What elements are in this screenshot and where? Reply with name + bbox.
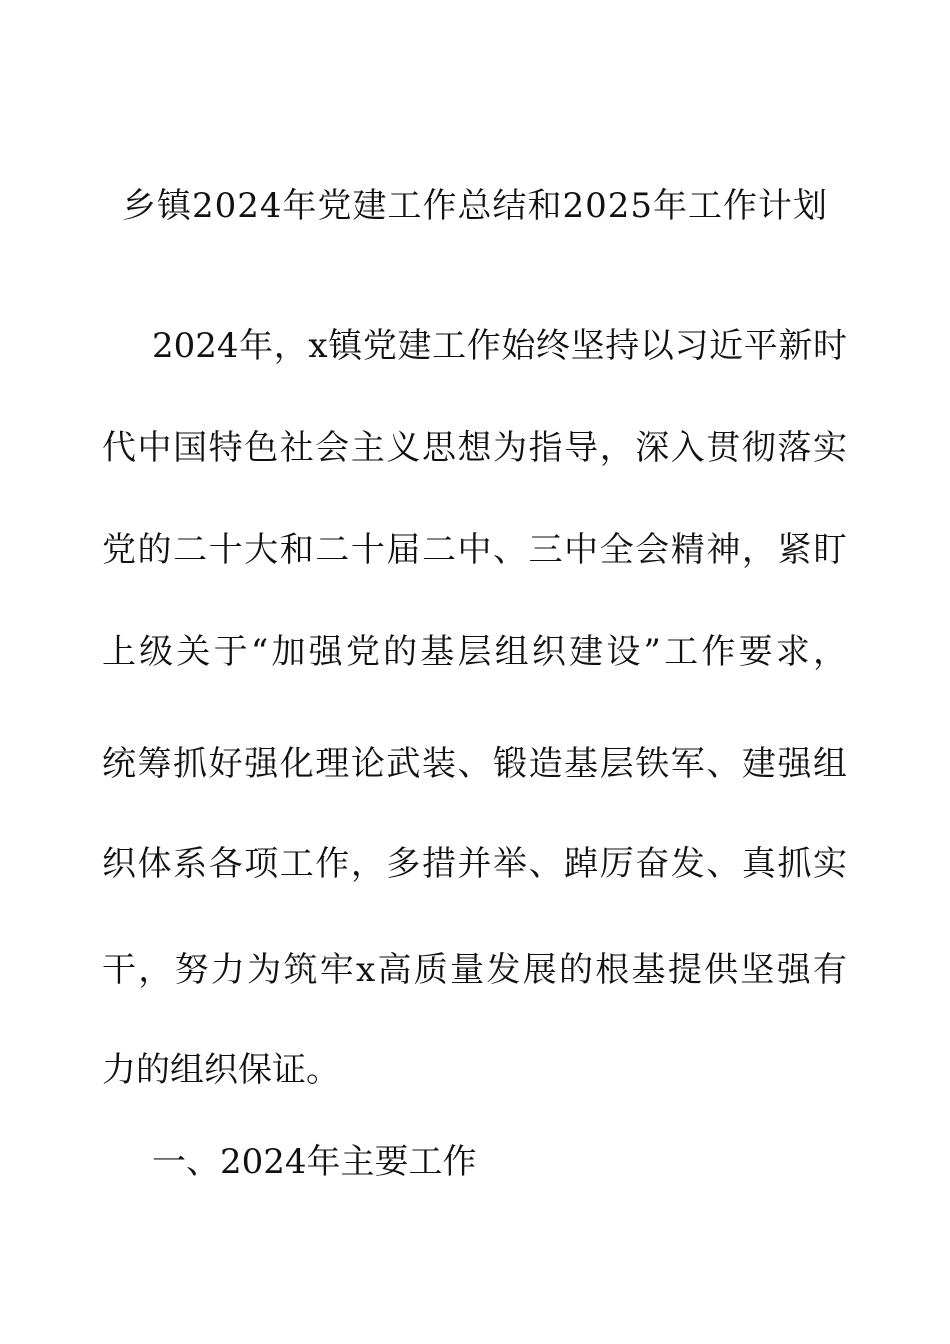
paragraph-line: 2024年，x镇党建工作始终坚持以习近平新时 [152, 326, 847, 366]
paragraph-line: 代中国特色社会主义思想为指导，深入贯彻落实 [102, 428, 847, 468]
paragraph-line: 统筹抓好强化理论武装、锻造基层铁军、建强组 [102, 744, 847, 784]
paragraph-line: 上级关于“加强党的基层组织建设”工作要求， [102, 632, 847, 672]
paragraph-line: 力的组织保证。 [102, 1050, 340, 1090]
paragraph-line: 织体系各项工作，多措并举、踔厉奋发、真抓实 [102, 844, 847, 884]
document-title: 乡镇2024年党建工作总结和2025年工作计划 [121, 186, 829, 226]
section-heading: 一、2024年主要工作 [152, 1142, 477, 1182]
paragraph-line: 干，努力为筑牢x高质量发展的根基提供坚强有 [102, 950, 847, 990]
paragraph-line: 党的二十大和二十届二中、三中全会精神，紧盯 [102, 530, 847, 570]
